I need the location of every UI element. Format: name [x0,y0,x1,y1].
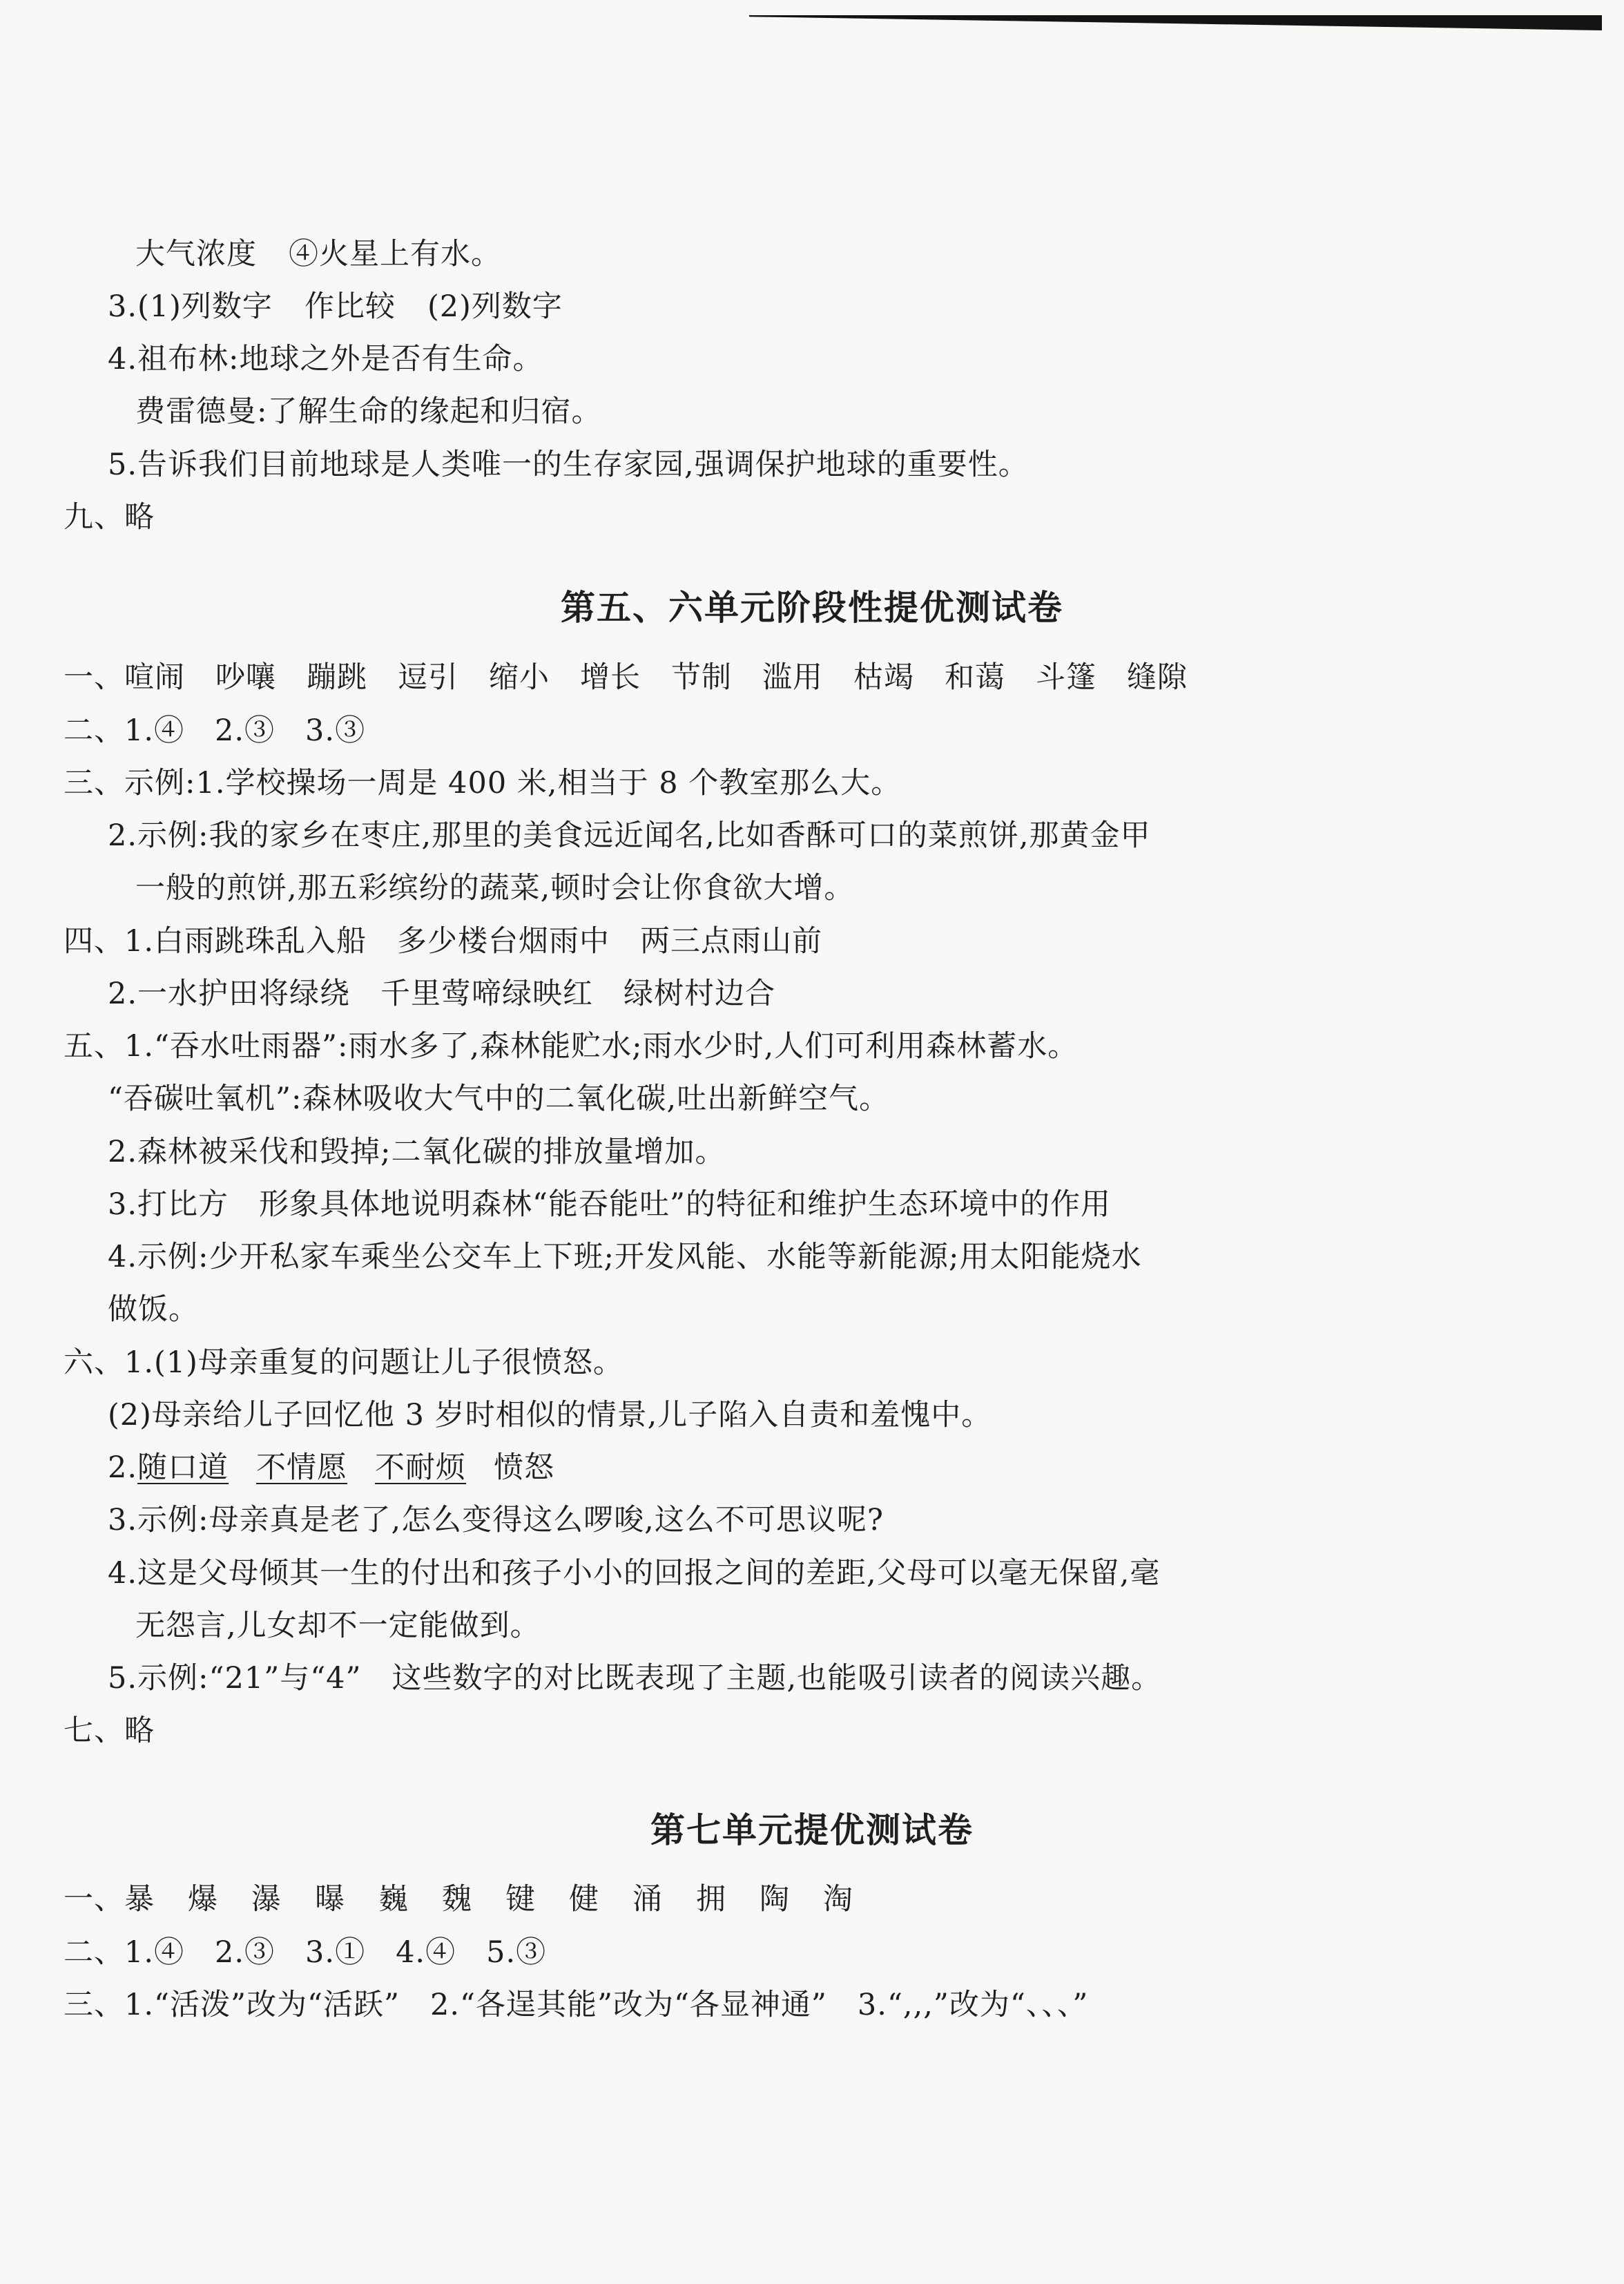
answer-line: 费雷德曼:了解生命的缘起和归宿。 [135,394,602,429]
word-list-line: 一、喧闹 吵嚷 蹦跳 逗引 缩小 增长 节制 滥用 枯竭 和蔼 斗篷 缝隙 [64,660,1188,695]
top-decorative-rule [749,15,1602,30]
answer-line: 3.打比方 形象具体地说明森林“能吞能吐”的特征和维护生态环境中的作用 [108,1187,1111,1222]
underlined-answer-line: 2.随口道 不情愿 不耐烦 愤怒 [108,1450,555,1485]
answer-line: 3.(1)列数字 作比较 (2)列数字 [108,289,563,324]
answer-line: 4.示例:少开私家车乘坐公交车上下班;开发风能、水能等新能源;用太阳能烧水 [108,1240,1142,1274]
answer-line: 一般的煎饼,那五彩缤纷的蔬菜,顿时会让你食欲大增。 [135,871,855,905]
answer-line: 四、1.白雨跳珠乱入船 多少楼台烟雨中 两三点雨山前 [64,924,823,959]
answer-line: 2.示例:我的家乡在枣庄,那里的美食远近闻名,比如香酥可口的菜煎饼,那黄金甲 [108,818,1151,853]
section-title: 第七单元提优测试卷 [650,1810,974,1850]
answer-line: 五、1.“吞水吐雨器”:雨水多了,森林能贮水;雨水少时,人们可利用森林蓄水。 [64,1029,1079,1064]
answer-line: 三、示例:1.学校操场一周是 400 米,相当于 8 个教室那么大。 [64,766,902,800]
answer-line: 无怨言,儿女却不一定能做到。 [135,1609,541,1643]
answer-line: 三、1.“活泼”改为“活跃” 2.“各逞其能”改为“各显神通” 3.“,,,”改为“、、、” [64,1988,1089,2022]
answer-line: 二、1.④ 2.③ 3.③ [64,713,366,748]
answer-line: 5.示例:“21”与“4” 这些数字的对比既表现了主题,也能吸引读者的阅读兴趣。 [108,1661,1162,1696]
answer-line: 二、1.④ 2.③ 3.① 4.④ 5.③ [64,1935,547,1970]
answer-line: 七、略 [64,1714,155,1748]
answer-line: 大气浓度 ④火星上有水。 [135,237,501,271]
answer-line: 4.这是父母倾其一生的付出和孩子小小的回报之间的差距,父母可以毫无保留,毫 [108,1556,1161,1591]
answer-line: 九、略 [64,500,155,535]
answer-line: 做饭。 [108,1292,199,1327]
answer-line: 5.告诉我们目前地球是人类唯一的生存家园,强调保护地球的重要性。 [108,448,1029,482]
answer-line: (2)母亲给儿子回忆他 3 岁时相似的情景,儿子陷入自责和羞愧中。 [108,1398,992,1432]
answer-line: 3.示例:母亲真是老了,怎么变得这么啰唆,这么不可思议呢? [108,1503,884,1537]
answer-line: 六、1.(1)母亲重复的问题让儿子很愤怒。 [64,1345,624,1380]
answer-line: 2.一水护田将绿绕 千里莺啼绿映红 绿树村边合 [108,977,776,1011]
word-list-line: 一、暴 爆 瀑 曝 巍 魏 键 健 涌 拥 陶 淘 [64,1882,853,1917]
section-title: 第五、六单元阶段性提优测试卷 [561,588,1063,628]
answer-line: 2.森林被采伐和毁掉;二氧化碳的排放量增加。 [108,1135,726,1169]
answer-line: “吞碳吐氧机”:森林吸收大气中的二氧化碳,吐出新鲜空气。 [108,1082,890,1116]
answer-line: 4.祖布林:地球之外是否有生命。 [108,342,543,376]
